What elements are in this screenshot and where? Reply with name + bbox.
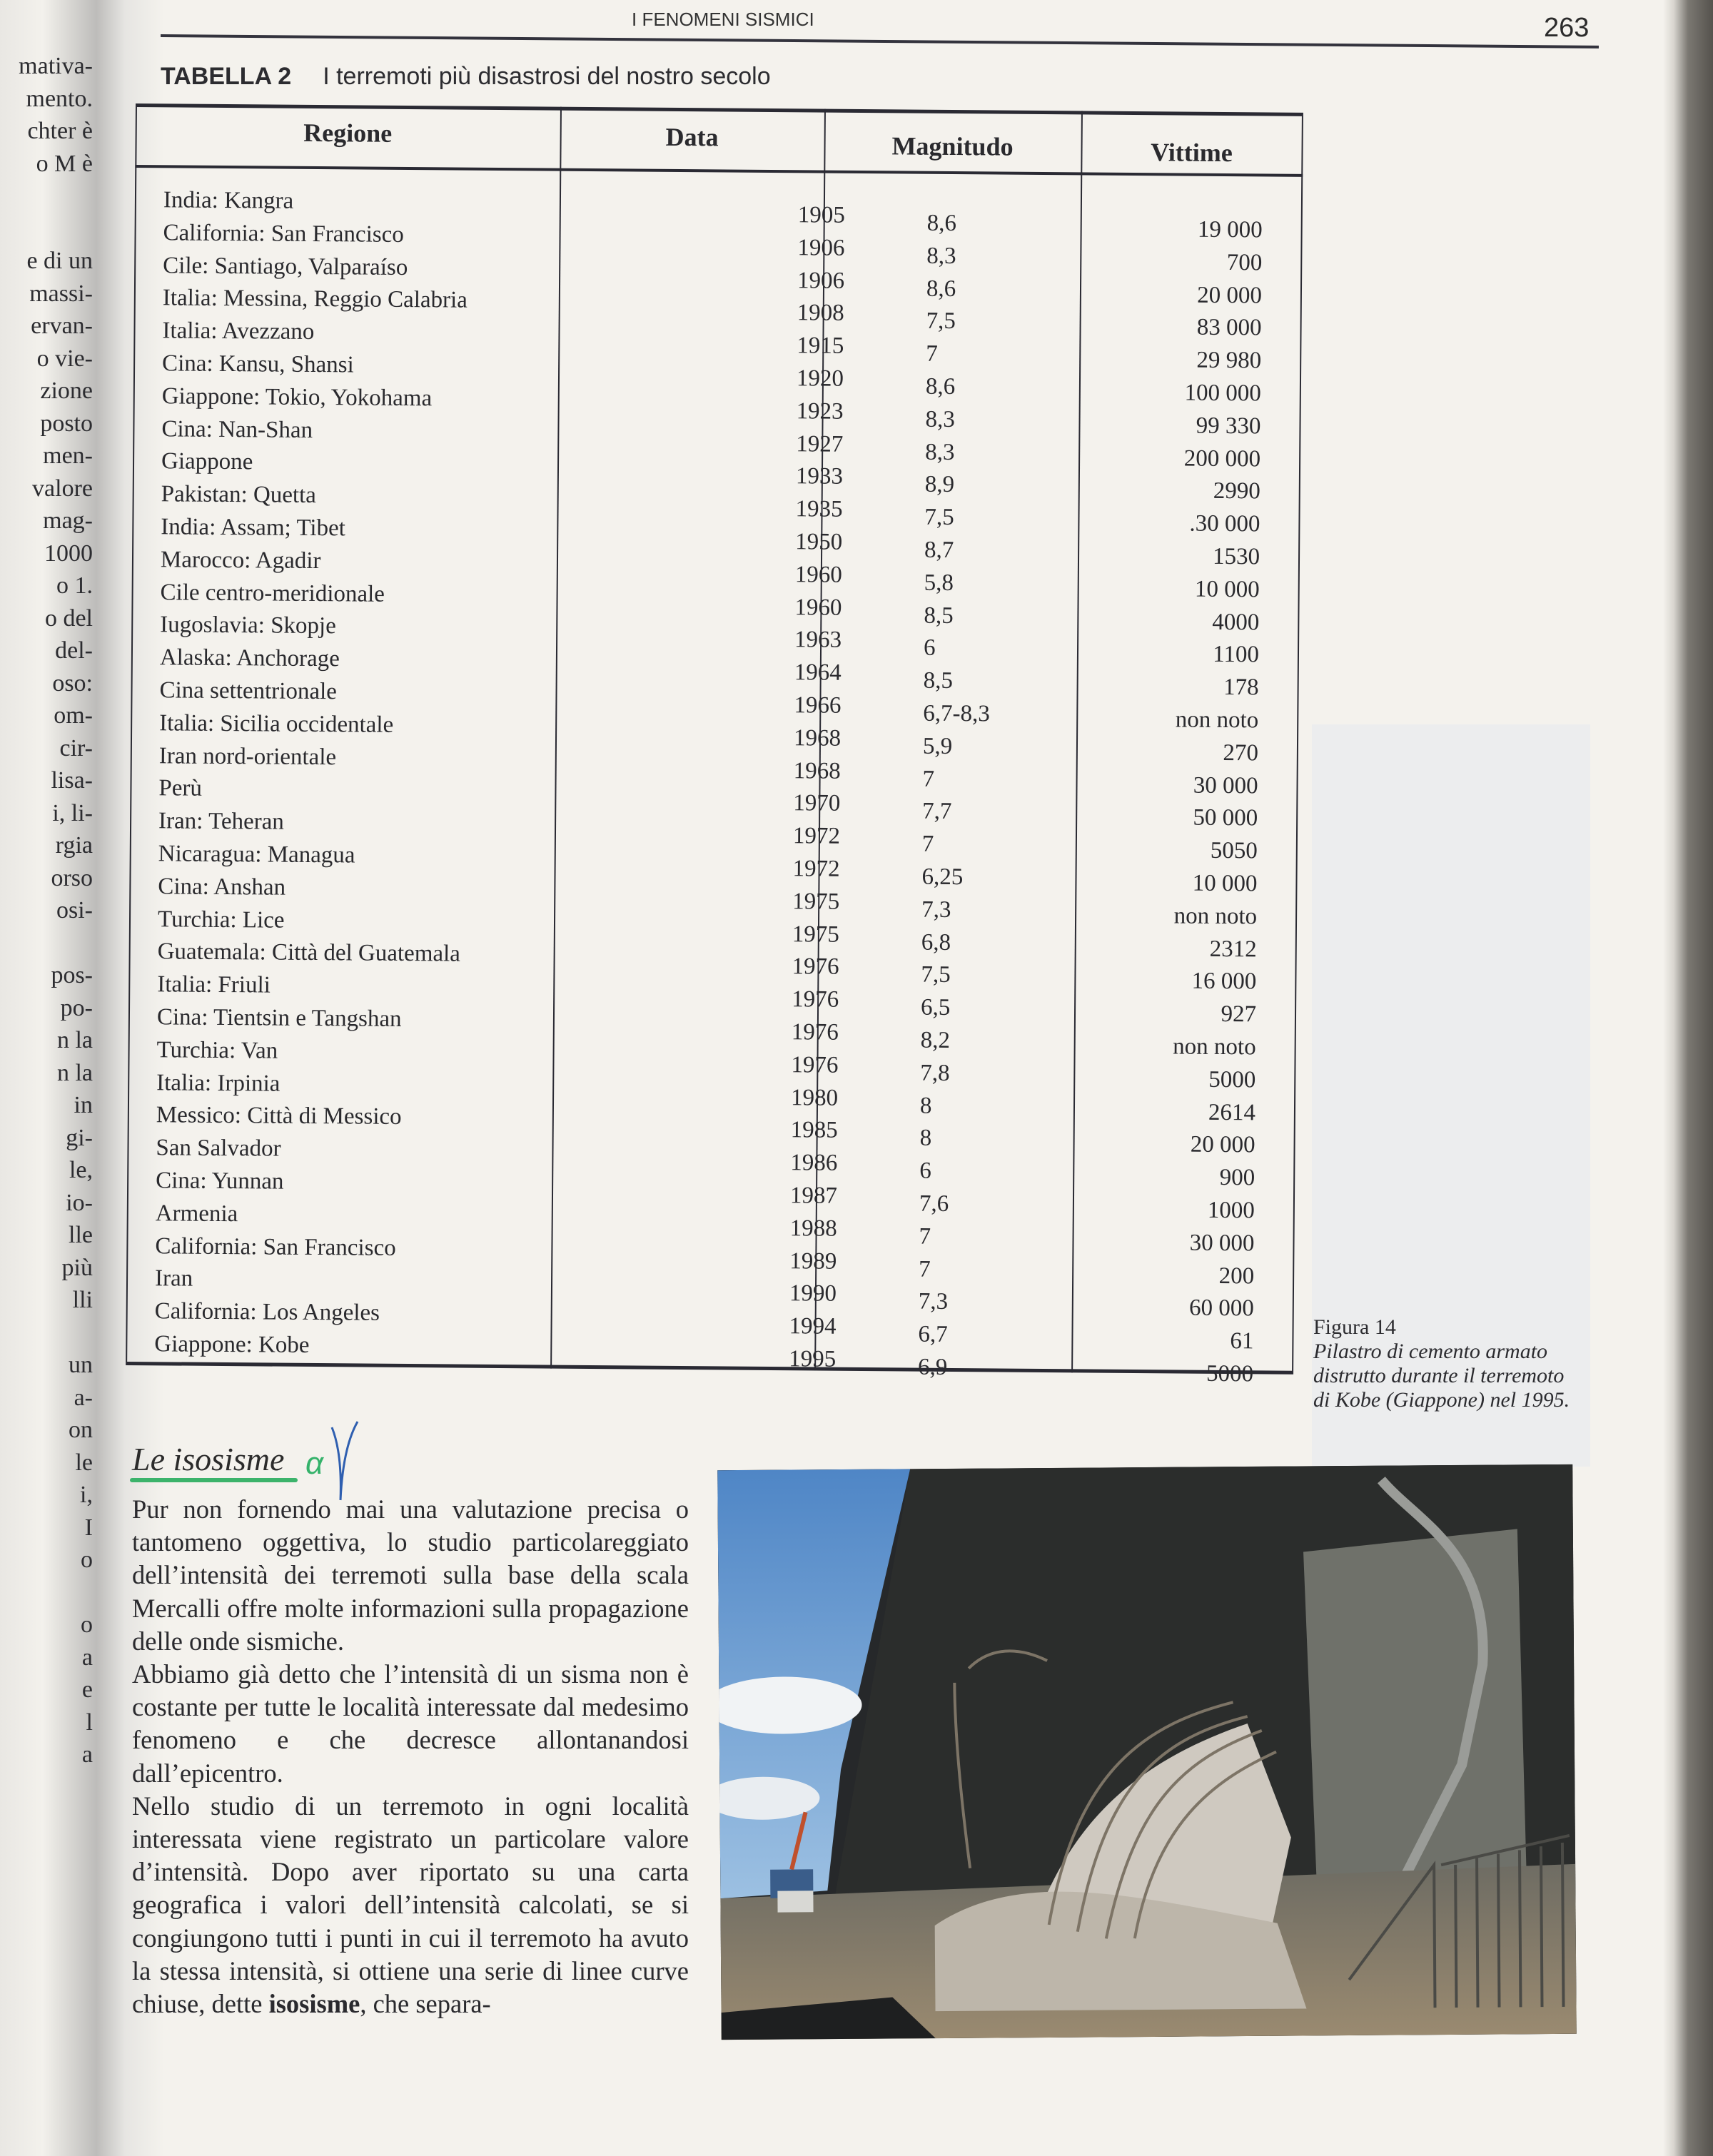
cell-vittime: 5000 bbox=[1206, 1360, 1254, 1387]
handwritten-pen-stroke-icon bbox=[330, 1420, 359, 1506]
paragraph: Abbiamo già detto che l’intensità di un sisma non è costante per tutte le località interessate dal medesimo fenomeno e che decresce allontanandosi dall’epicentro. bbox=[132, 1659, 689, 1788]
cell-data: 1976 bbox=[791, 1019, 839, 1046]
cell-magnitudo: 6 bbox=[923, 635, 936, 662]
previous-page-line: io- bbox=[66, 1189, 93, 1216]
previous-page-line: i, li- bbox=[52, 799, 93, 826]
cell-vittime: 30 000 bbox=[1189, 1230, 1255, 1257]
cell-data: 1976 bbox=[792, 953, 839, 981]
cell-vittime: non noto bbox=[1173, 903, 1258, 930]
cell-data: 1933 bbox=[795, 463, 844, 490]
cell-vittime: 83 000 bbox=[1196, 315, 1262, 341]
cell-vittime: 1530 bbox=[1212, 543, 1260, 570]
cell-data: 1994 bbox=[789, 1313, 837, 1340]
cell-magnitudo: 6,7 bbox=[918, 1321, 948, 1348]
previous-page-line: le, bbox=[69, 1157, 93, 1183]
cell-data: 1906 bbox=[797, 235, 845, 261]
cell-data: 1950 bbox=[795, 529, 843, 555]
cell-data: 1995 bbox=[789, 1346, 837, 1372]
cell-data: 1988 bbox=[789, 1215, 837, 1242]
cell-regione: Iugoslavia: Skopje bbox=[160, 612, 336, 639]
cell-magnitudo: 6,9 bbox=[917, 1354, 948, 1380]
page-number: 263 bbox=[1544, 13, 1590, 43]
cell-magnitudo: 7,7 bbox=[922, 799, 952, 825]
cell-magnitudo: 6,5 bbox=[920, 994, 951, 1021]
cell-regione: Italia: Friuli bbox=[157, 971, 271, 998]
cell-vittime: 10 000 bbox=[1194, 576, 1260, 603]
cell-data: 1906 bbox=[797, 267, 845, 294]
cell-regione: Italia: Messina, Reggio Calabria bbox=[162, 285, 468, 314]
cell-regione: India: Assam; Tibet bbox=[161, 514, 346, 542]
previous-page-line: l bbox=[86, 1709, 93, 1736]
cell-regione: Iran: Teheran bbox=[158, 808, 284, 835]
cell-vittime: 100 000 bbox=[1184, 380, 1261, 407]
cell-vittime: 178 bbox=[1223, 674, 1259, 701]
cell-regione: Iran bbox=[154, 1265, 193, 1292]
previous-page-line: pos- bbox=[51, 962, 93, 988]
previous-page-line: o vie- bbox=[36, 345, 93, 372]
previous-page-line: zione bbox=[40, 378, 93, 404]
cell-data: 1966 bbox=[794, 692, 842, 719]
running-head-title: I FENOMENI SISMICI bbox=[632, 9, 814, 30]
cell-regione: Giappone: Tokio, Yokohama bbox=[161, 383, 433, 412]
cell-data: 1905 bbox=[797, 202, 845, 228]
cell-regione: California: San Francisco bbox=[163, 220, 404, 248]
cell-magnitudo: 7,8 bbox=[920, 1060, 950, 1086]
cell-data: 1960 bbox=[794, 594, 842, 621]
running-head-rule bbox=[161, 6, 1599, 49]
cell-regione: Cile: Santiago, Valparaíso bbox=[163, 252, 408, 280]
cell-vittime: 20 000 bbox=[1190, 1132, 1255, 1158]
cell-data: 1960 bbox=[794, 562, 842, 588]
cell-vittime: 10 000 bbox=[1192, 870, 1258, 897]
bold-term: isosisme bbox=[268, 1989, 360, 2019]
cell-regione: Cina: Anshan bbox=[158, 874, 286, 901]
cell-data: 1923 bbox=[796, 398, 844, 425]
previous-page-line: on bbox=[69, 1417, 93, 1443]
handwritten-alpha-mark: α bbox=[305, 1446, 324, 1481]
cell-data: 1935 bbox=[795, 496, 843, 522]
cell-magnitudo: 8,5 bbox=[923, 667, 954, 694]
previous-page-line: o bbox=[81, 1611, 93, 1638]
cell-vittime: 1000 bbox=[1207, 1197, 1255, 1224]
cell-magnitudo: 7,6 bbox=[919, 1190, 949, 1217]
photo-illustration bbox=[717, 1464, 1577, 2040]
cell-magnitudo: 7 bbox=[919, 1223, 931, 1250]
cell-vittime: 2312 bbox=[1209, 936, 1257, 962]
cell-data: 1964 bbox=[794, 659, 842, 686]
cell-vittime: .30 000 bbox=[1189, 510, 1260, 537]
previous-page-line: orso bbox=[51, 864, 93, 891]
cell-magnitudo: 8,2 bbox=[920, 1027, 951, 1054]
previous-page-line: n la bbox=[56, 1027, 93, 1053]
cell-data: 1985 bbox=[790, 1117, 838, 1144]
cell-regione: Cina: Nan-Shan bbox=[161, 415, 313, 443]
column-header-vittime: Vittime bbox=[1151, 138, 1233, 168]
cell-regione: Cina: Kansu, Shansi bbox=[161, 350, 354, 378]
previous-page-line: rgia bbox=[55, 832, 93, 859]
cell-regione: Perù bbox=[158, 775, 203, 802]
cell-data: 1976 bbox=[792, 986, 839, 1013]
cell-magnitudo: 5,8 bbox=[924, 570, 954, 596]
cell-regione: Giappone bbox=[161, 448, 253, 475]
previous-page-line: a bbox=[81, 1741, 93, 1768]
cell-regione: Italia: Sicilia occidentale bbox=[159, 710, 394, 738]
section-title-text: Le isosisme bbox=[132, 1441, 285, 1477]
cell-regione: Cile centro-meridionale bbox=[160, 579, 385, 607]
previous-page-line: ervan- bbox=[31, 313, 93, 339]
cell-regione: San Salvador bbox=[156, 1135, 281, 1162]
previous-page-line: I bbox=[84, 1514, 93, 1541]
previous-page-line: e di un bbox=[26, 248, 93, 274]
cell-vittime: 99 330 bbox=[1196, 413, 1261, 440]
previous-page-line: e bbox=[81, 1676, 93, 1703]
previous-page-column-fragment bbox=[0, 50, 93, 1771]
previous-page-line: 1000 bbox=[44, 540, 93, 567]
cell-magnitudo: 8,6 bbox=[926, 275, 956, 302]
cell-vittime: 29 980 bbox=[1196, 347, 1262, 374]
cell-vittime: 2990 bbox=[1213, 478, 1260, 505]
previous-page-line bbox=[0, 927, 93, 960]
cell-magnitudo: 8,6 bbox=[925, 373, 956, 400]
cell-vittime: 61 bbox=[1230, 1328, 1254, 1355]
cell-data: 1968 bbox=[793, 725, 842, 751]
cell-data: 1915 bbox=[797, 333, 844, 359]
table-label: TABELLA 2 bbox=[161, 63, 292, 90]
cell-vittime: 5000 bbox=[1208, 1066, 1256, 1093]
previous-page-line: lle bbox=[69, 1222, 93, 1248]
previous-page-line: gi- bbox=[66, 1124, 93, 1151]
figure-caption bbox=[1313, 1315, 1585, 1412]
previous-page-line: i, bbox=[80, 1482, 93, 1508]
cell-regione: Turchia: Van bbox=[156, 1037, 278, 1064]
column-header-regione: Regione bbox=[303, 118, 393, 148]
cell-data: 1986 bbox=[790, 1150, 838, 1176]
cell-vittime: 200 000 bbox=[1183, 445, 1261, 472]
cell-magnitudo: 8,3 bbox=[926, 243, 956, 269]
table-title: I terremoti più disastrosi del nostro secolo bbox=[323, 63, 771, 90]
cell-magnitudo: 8,5 bbox=[924, 602, 954, 629]
cell-regione: Nicaragua: Managua bbox=[158, 841, 355, 869]
paragraph bbox=[132, 1790, 689, 2020]
previous-page-line: del- bbox=[55, 637, 93, 664]
cell-vittime: 270 bbox=[1223, 739, 1259, 766]
cell-magnitudo: 7 bbox=[922, 766, 935, 792]
cell-data: 1972 bbox=[792, 856, 840, 882]
cell-vittime: non noto bbox=[1175, 707, 1259, 734]
cell-vittime: 200 bbox=[1218, 1262, 1255, 1289]
cell-data: 1963 bbox=[794, 627, 842, 654]
cell-vittime: 900 bbox=[1219, 1165, 1255, 1191]
previous-page-line: n la bbox=[56, 1059, 93, 1086]
previous-page-line: cir- bbox=[59, 734, 93, 761]
cell-regione: California: San Francisco bbox=[155, 1233, 396, 1261]
previous-page-line: mento. bbox=[26, 85, 93, 112]
cell-data: 1908 bbox=[797, 300, 844, 327]
cell-vittime: 20 000 bbox=[1197, 282, 1263, 308]
cell-magnitudo: 7,3 bbox=[918, 1289, 949, 1315]
cell-magnitudo: 6 bbox=[919, 1158, 931, 1184]
cell-vittime: 19 000 bbox=[1197, 216, 1263, 243]
section-title bbox=[132, 1440, 284, 1478]
previous-page-line: o bbox=[81, 1547, 93, 1573]
cell-data: 1980 bbox=[790, 1084, 839, 1111]
cell-vittime: 1100 bbox=[1213, 642, 1260, 668]
previous-page-line: osi- bbox=[56, 897, 93, 923]
previous-page-line: massi- bbox=[29, 280, 93, 307]
cell-data: 1920 bbox=[796, 365, 844, 392]
cell-data: 1976 bbox=[791, 1052, 839, 1078]
column-header-data: Data bbox=[665, 122, 719, 152]
cell-magnitudo: 6,8 bbox=[921, 929, 951, 956]
cell-vittime: 50 000 bbox=[1193, 805, 1258, 831]
previous-page-line: valore bbox=[32, 475, 93, 502]
section-body bbox=[132, 1493, 689, 2020]
cell-regione: Cina: Tientsin e Tangshan bbox=[156, 1004, 402, 1032]
paragraph-text: Nello studio di un terremoto in ogni località interessata viene registrato un particolare valore d’intensità. Dopo aver riportato su una carta geografica i valori dell’intensità calcolati, se si congiungono tutti i punti in cui il terremoto ha avuto la stessa intensità, si ottiene una serie di linee curve chiuse, dette bbox=[132, 1791, 689, 2019]
table-caption bbox=[161, 63, 771, 91]
previous-page-line: posto bbox=[40, 410, 93, 437]
cell-magnitudo: 8 bbox=[919, 1093, 932, 1119]
cell-data: 1989 bbox=[789, 1247, 837, 1275]
previous-page-line: le bbox=[75, 1449, 93, 1476]
previous-page-line: in bbox=[74, 1092, 93, 1118]
figure-label: Figura 14 bbox=[1313, 1315, 1396, 1339]
cell-magnitudo: 7,5 bbox=[926, 308, 956, 335]
isosisme-section bbox=[132, 1440, 689, 2020]
cell-vittime: 700 bbox=[1226, 249, 1263, 276]
previous-page-line: lisa- bbox=[51, 767, 93, 794]
previous-page-line: lli bbox=[72, 1287, 93, 1313]
cell-vittime: non noto bbox=[1173, 1033, 1256, 1061]
paragraph-text: , che separa- bbox=[360, 1989, 491, 2019]
cell-regione: Cina settentrionale bbox=[159, 677, 338, 705]
cell-magnitudo: 7 bbox=[921, 831, 934, 858]
previous-page-line: chter è bbox=[27, 118, 93, 144]
cell-data: 1975 bbox=[792, 921, 840, 948]
cell-regione: India: Kangra bbox=[163, 187, 294, 214]
previous-page-line bbox=[0, 213, 93, 246]
previous-page-line: più bbox=[61, 1254, 93, 1281]
cell-regione: Turchia: Lice bbox=[157, 906, 285, 933]
cell-magnitudo: 6,7-8,3 bbox=[923, 700, 990, 727]
cell-regione: Armenia bbox=[155, 1200, 238, 1227]
cell-regione: Messico: Città di Messico bbox=[156, 1102, 402, 1130]
previous-page-line: oso: bbox=[52, 669, 93, 697]
cell-data: 1975 bbox=[792, 889, 840, 915]
previous-page-line: o del bbox=[44, 604, 93, 632]
cell-magnitudo: 8,9 bbox=[924, 472, 955, 498]
previous-page-line: un bbox=[69, 1352, 93, 1378]
cell-regione: Italia: Avezzano bbox=[162, 318, 315, 345]
cell-magnitudo: 7,5 bbox=[921, 962, 951, 988]
previous-page-line bbox=[0, 180, 93, 213]
previous-page-line bbox=[0, 1576, 93, 1609]
cell-regione: Marocco: Agadir bbox=[160, 547, 321, 574]
previous-page-line: o 1. bbox=[56, 572, 93, 599]
cell-magnitudo: 7,3 bbox=[921, 896, 951, 923]
cell-magnitudo: 6,25 bbox=[921, 864, 964, 891]
cell-vittime: 5050 bbox=[1210, 838, 1258, 864]
previous-page-line: men- bbox=[43, 442, 93, 469]
figure-caption-text: Pilastro di cemento armato distrutto durante il terremoto di Kobe (Giappone) nel 1995. bbox=[1313, 1340, 1570, 1412]
cell-regione: Pakistan: Quetta bbox=[161, 481, 317, 509]
cell-data: 1927 bbox=[796, 430, 844, 457]
previous-page-line: mag- bbox=[43, 507, 93, 534]
cell-vittime: 2614 bbox=[1208, 1099, 1256, 1125]
cell-magnitudo: 7 bbox=[919, 1256, 931, 1282]
cell-data: 1970 bbox=[793, 790, 841, 817]
cell-magnitudo: 8,7 bbox=[924, 537, 954, 564]
previous-page-line: a bbox=[81, 1644, 93, 1671]
cell-vittime: 30 000 bbox=[1193, 772, 1258, 799]
cell-magnitudo: 8 bbox=[919, 1125, 932, 1152]
cell-magnitudo: 8,3 bbox=[925, 439, 955, 465]
previous-page-line: po- bbox=[60, 994, 93, 1021]
cell-magnitudo: 8,3 bbox=[925, 406, 955, 432]
cell-magnitudo: 7 bbox=[926, 340, 938, 368]
cell-vittime: 16 000 bbox=[1191, 968, 1257, 995]
earthquake-table bbox=[126, 103, 1306, 1387]
cell-regione: Iran nord-orientale bbox=[158, 742, 337, 770]
previous-page-line: o M è bbox=[36, 150, 93, 177]
green-highlighter-underline bbox=[130, 1478, 298, 1482]
cell-data: 1972 bbox=[792, 823, 841, 849]
cell-regione: Guatemala: Città del Guatemala bbox=[157, 938, 461, 967]
cell-magnitudo: 5,9 bbox=[922, 733, 953, 759]
cell-vittime: 4000 bbox=[1212, 609, 1260, 635]
cell-data: 1990 bbox=[789, 1280, 837, 1307]
cell-data: 1968 bbox=[793, 757, 841, 784]
previous-page-line bbox=[0, 1317, 93, 1350]
previous-page-line: a- bbox=[74, 1384, 93, 1411]
kobe-collapsed-pillar-photo bbox=[717, 1464, 1577, 2040]
cell-regione: Cina: Yunnan bbox=[156, 1168, 284, 1195]
cell-regione: Giappone: Kobe bbox=[154, 1331, 310, 1358]
paragraph: Pur non fornendo mai una valutazione precisa o tantomeno oggettiva, lo studio particolareggiato dell’intensità dei terremoti sulla base della scala Mercalli offre molte informazioni sulla propagazione delle onde sismiche. bbox=[132, 1494, 689, 1656]
cell-magnitudo: 8,6 bbox=[926, 210, 957, 237]
column-header-magnitudo: Magnitudo bbox=[891, 131, 1014, 161]
cell-magnitudo: 7,5 bbox=[924, 504, 954, 531]
cell-regione: Alaska: Anchorage bbox=[159, 644, 340, 672]
cell-vittime: 60 000 bbox=[1188, 1295, 1254, 1322]
previous-page-line: mativa- bbox=[19, 53, 93, 79]
cell-regione: California: Los Angeles bbox=[154, 1298, 380, 1326]
cell-vittime: 927 bbox=[1221, 1001, 1257, 1028]
cell-regione: Italia: Irpinia bbox=[156, 1069, 281, 1097]
cell-data: 1987 bbox=[789, 1183, 838, 1209]
previous-page-line: om- bbox=[54, 702, 93, 729]
